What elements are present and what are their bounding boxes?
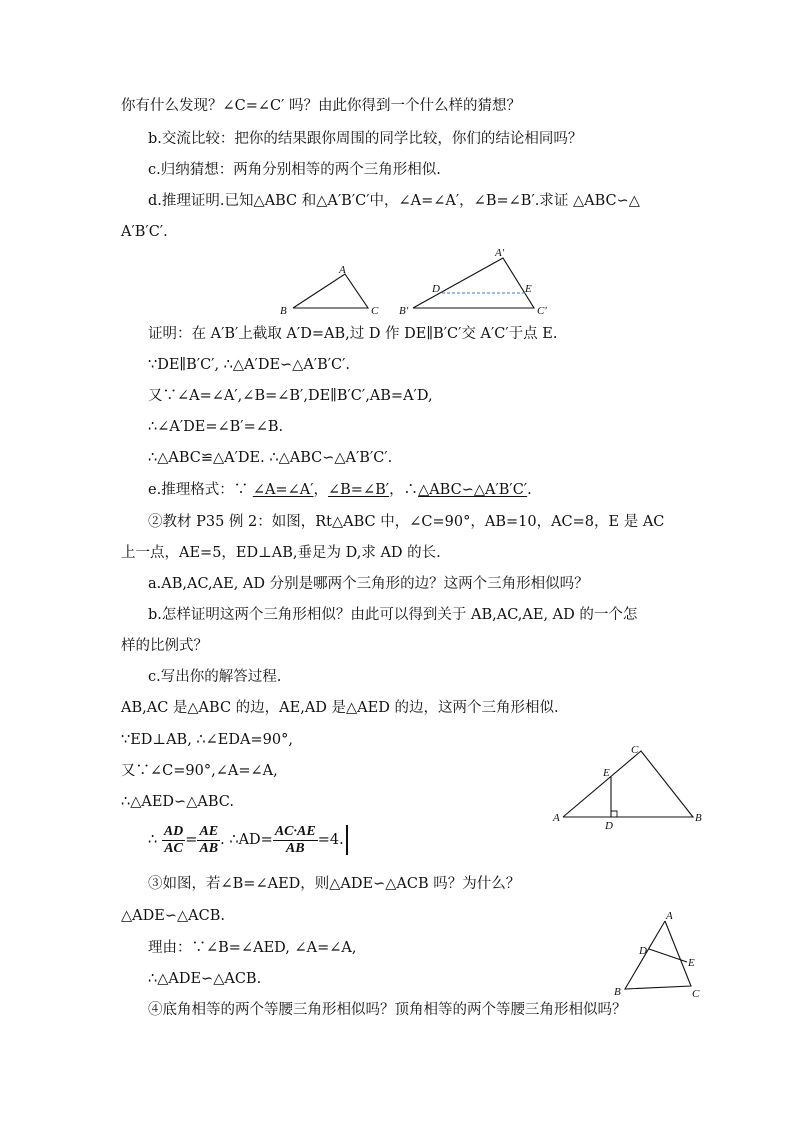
label-e: E — [525, 283, 532, 295]
label-d: D — [432, 283, 440, 295]
similar-triangles-figure — [275, 242, 565, 320]
text-line-2: b.交流比较：把你的结果跟你周围的同学比较，你们的结论相同吗？ — [148, 131, 583, 147]
triangle-abc — [293, 274, 368, 308]
triangle-abc-right — [563, 751, 693, 817]
fraction-acae-over-ab: $\frac{AC\cdot AE}{AB}$ — [274, 823, 316, 856]
label-e: E — [603, 767, 610, 779]
format-cond2: ∠B=∠B′ — [328, 482, 390, 498]
format-end: . — [527, 482, 532, 498]
label-c: C — [631, 744, 639, 756]
text-line-1: 你有什么发现？∠C=∠C′ 吗？由此你得到一个什么样的猜想？ — [121, 98, 522, 114]
fraction-equation-line — [148, 820, 348, 860]
label-b: B — [280, 305, 287, 317]
label-a: A — [666, 910, 673, 922]
text-line-17: AB,AC 是△ABC 的边，AE,AD 是△AED 的边，这两个三角形相似. — [121, 700, 559, 716]
triangle-ade-acb-figure — [606, 905, 706, 1001]
fraction-result: =4. — [317, 832, 344, 848]
format-because: ∵ — [233, 482, 249, 498]
fraction-mid: . ∴AD= — [220, 832, 273, 848]
text-line-7: ∵DE∥B′C′, ∴△A′DE∽△A′B′C′. — [148, 357, 351, 373]
text-line-6: 证明：在 A′B′上截取 A′D=AB,过 D 作 DE∥B′C′交 A′C′于点 E. — [148, 326, 558, 342]
reasoning-format-line — [148, 480, 532, 500]
text-line-21: ③如图，若∠B=∠AED，则△ADE∽△ACB 吗？为什么？ — [148, 876, 521, 892]
label-a-prime: A′ — [495, 247, 505, 259]
text-line-5: A′B′C′. — [121, 224, 168, 240]
text-line-9: ∴∠A′DE=∠B′=∠B. — [148, 419, 284, 435]
fraction-therefore: ∴ — [148, 832, 158, 848]
label-a: A — [553, 812, 560, 824]
fraction-equals: = — [185, 832, 198, 848]
label-c: C — [692, 988, 700, 1000]
text-line-15: 样的比例式？ — [121, 638, 208, 654]
format-result: △ABC∽△A′B′C′ — [418, 482, 528, 498]
triangle-abc-3 — [625, 921, 691, 989]
text-line-24: ∴△ADE∽△ACB. — [148, 971, 262, 987]
text-line-22: △ADE∽△ACB. — [121, 908, 225, 924]
label-d: D — [639, 945, 647, 957]
format-cond1: ∠A=∠A′ — [252, 482, 314, 498]
segment-de — [649, 949, 687, 962]
label-b: B — [614, 986, 621, 998]
text-line-4: d.推理证明.已知△ABC 和△A′B′C′中，∠A=∠A′，∠B=∠B′.求证 △ABC∽△ — [148, 193, 640, 209]
format-sep: ， — [313, 482, 328, 498]
text-line-14: b.怎样证明这两个三角形相似？由此可以得到关于 AB,AC,AE, AD 的一个怎 — [148, 607, 638, 623]
label-d: D — [605, 820, 613, 832]
label-b: B — [695, 812, 702, 824]
label-e: E — [688, 957, 695, 969]
format-prefix: e.推理格式： — [148, 482, 234, 498]
text-cursor — [346, 825, 348, 855]
text-line-3: c.归纳猜想：两角分别相等的两个三角形相似. — [148, 162, 441, 178]
text-line-16: c.写出你的解答过程. — [148, 669, 282, 685]
label-c-prime: C′ — [537, 305, 547, 317]
text-line-11: ②教材 P35 例 2：如图，Rt△ABC 中，∠C=90°，AB=10，AC=8，E 是 AC — [148, 514, 665, 530]
text-line-8: 又∵∠A=∠A′,∠B=∠B′,DE∥B′C′,AB=A′D, — [148, 388, 433, 404]
label-b-prime: B′ — [399, 305, 409, 317]
text-line-10: ∴△ABC≌△A′DE. ∴△ABC∽△A′B′C′. — [148, 450, 393, 466]
text-line-13: a.AB,AC,AE, AD 分别是哪两个三角形的边？这两个三角形相似吗？ — [148, 576, 589, 592]
text-line-12: 上一点，AE=5，ED⊥AB,垂足为 D,求 AD 的长. — [121, 545, 441, 561]
fraction-ae-over-ab: $\frac{AE}{AB}$ — [199, 823, 219, 856]
text-line-18: ∵ED⊥AB, ∴∠EDA=90°, — [121, 732, 293, 748]
text-line-25: ④底角相等的两个等腰三角形相似吗？顶角相等的两个等腰三角形相似吗？ — [148, 1002, 627, 1018]
right-angle-mark — [611, 811, 617, 817]
right-triangle-figure — [548, 740, 708, 832]
label-c: C — [371, 305, 379, 317]
fraction-ad-over-ac: $\frac{AD}{AC}$ — [163, 823, 184, 856]
text-line-19: 又∵∠C=90°,∠A=∠A, — [121, 763, 278, 779]
text-line-20: ∴△AED∽△ABC. — [121, 794, 234, 810]
text-line-23: 理由：∵∠B=∠AED, ∠A=∠A, — [148, 940, 357, 956]
label-a: A — [339, 264, 346, 276]
format-therefore: ，∴ — [389, 482, 419, 498]
